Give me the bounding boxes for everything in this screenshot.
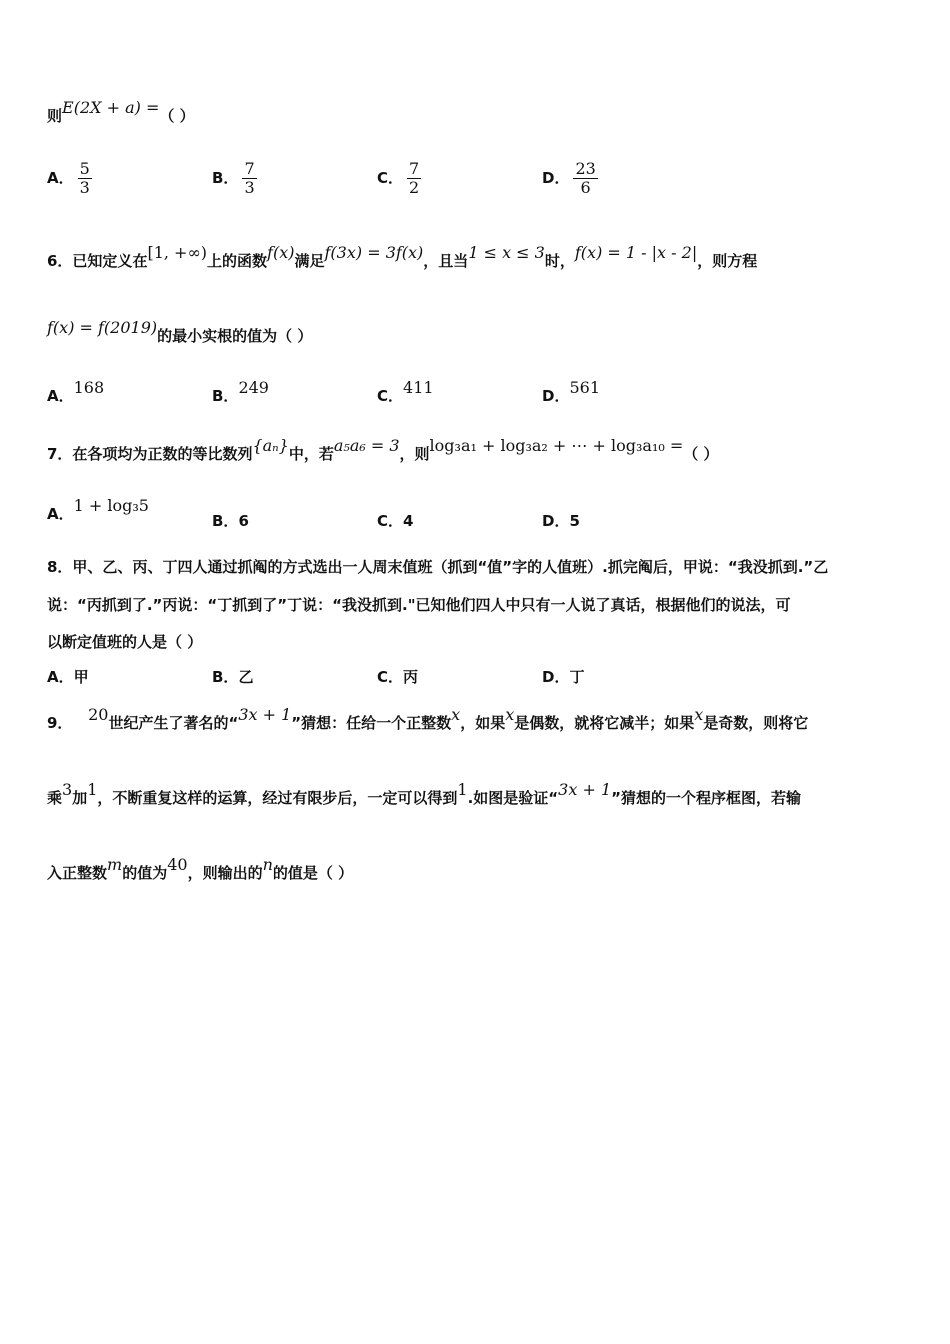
q8-option-b: B．乙: [212, 668, 254, 686]
fraction: $\frac{23}{6}$: [575, 159, 596, 197]
q8-option-c: C．丙: [377, 668, 419, 686]
q5-blank: （ ）: [159, 107, 195, 125]
fraction: $\frac{7}{3}$: [244, 159, 255, 197]
q6-stem-line1: 6．已知定义在[1, +∞)上的函数f(x)满足f(3x) = 3f(x)，且当1 ≤ x ≤ 3时，f(x) = 1 - |x - 2|，则方程: [47, 243, 758, 270]
math-log-sum: log₃a₁ + log₃a₂ + ⋯ + log₃a₁₀ =: [429, 436, 684, 455]
q5-prefix: 则: [47, 107, 63, 125]
q6-stem-line2: f(x) = f(2019)的最小实根的值为（ ）: [47, 318, 313, 345]
q5-option-b: [212, 160, 257, 197]
fraction: $\frac{7}{2}$: [409, 159, 420, 197]
q5-option-d: [542, 160, 598, 197]
q8-line2: 说：“丙抓到了.”丙说：“丁抓到了”丁说：“我没抓到."已知他们四人中只有一人说了真话，根据他们的说法，可: [47, 596, 791, 614]
q9-line2: 乘3加1，不断重复这样的运算，经过有限步后，一定可以得到1.如图是验证“3x + 1”猜想的一个程序框图，若输: [47, 780, 802, 807]
q7-option-c: C．4: [377, 512, 414, 530]
q9-line1: 9． 20世纪产生了著名的“3x + 1”猜想：任给一个正整数x，如果x是偶数，就将它减半；如果x是奇数，则将它: [47, 705, 809, 732]
math-range: 1 ≤ x ≤ 3: [468, 243, 545, 262]
q8-line3: 以断定值班的人是（ ）: [47, 633, 203, 651]
q9-line3: 入正整数m的值为40，则输出的n的值是（ ）: [47, 855, 354, 882]
math-equation: f(x) = f(2019): [47, 318, 158, 337]
math-product: a₅a₆ = 3: [333, 436, 400, 455]
q5-expression: E(2X + a) =: [62, 98, 160, 117]
option-label: C．: [377, 169, 404, 187]
option-label: D．: [542, 169, 570, 187]
q5-option-c: [377, 160, 421, 197]
math-sequence: {aₙ}: [252, 436, 289, 455]
math-fx: f(x): [267, 243, 295, 262]
fraction: $\frac{5}{3}$: [79, 159, 90, 197]
math-interval: [1, +∞): [147, 243, 208, 262]
q7-stem: 7．在各项均为正数的等比数列{aₙ}中，若a₅a₆ = 3，则log₃a₁ + log₃a₂ + ⋯ + log₃a₁₀ =（ ）: [47, 436, 719, 463]
q6-option-c: C．411: [377, 378, 434, 405]
q7-option-b: B．6: [212, 512, 249, 530]
math-definition: f(x) = 1 - |x - 2|: [574, 243, 698, 262]
option-label: A．: [47, 169, 74, 187]
q6-option-d: D．561: [542, 378, 600, 405]
q5-option-a: [47, 160, 92, 197]
q8-line1: 8．甲、乙、丙、丁四人通过抓阄的方式选出一人周末值班（抓到“值”字的人值班）.抓完阄后，甲说：“我没抓到.”乙: [47, 558, 829, 576]
math-functional-eq: f(3x) = 3f(x): [324, 243, 424, 262]
q6-option-a: A．168: [47, 378, 105, 405]
q8-option-d: D．丁: [542, 668, 585, 686]
q7-option-d: D．5: [542, 512, 580, 530]
q6-option-b: B．249: [212, 378, 269, 405]
q7-option-a: A．1 + log₃5: [47, 496, 149, 523]
option-label: B．: [212, 169, 239, 187]
q5-stem: [47, 98, 910, 126]
q8-option-a: A．甲: [47, 668, 89, 686]
